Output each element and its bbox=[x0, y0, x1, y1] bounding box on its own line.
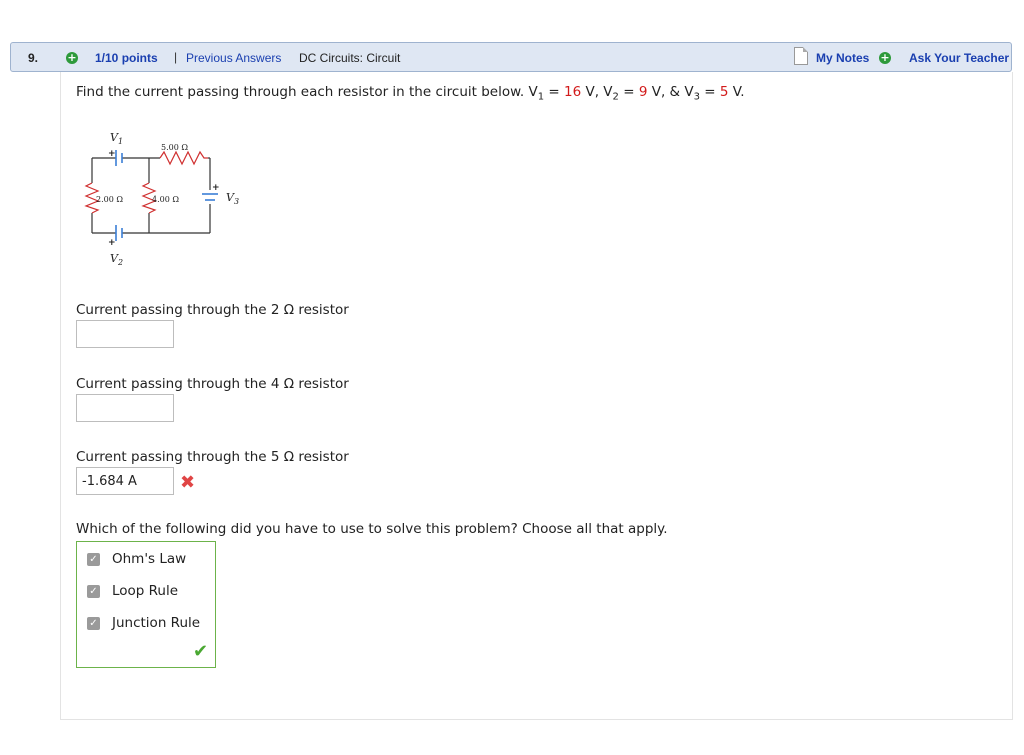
svg-text:V1: $V_1$ bbox=[110, 131, 124, 146]
battery-v1 bbox=[116, 150, 122, 166]
resistor-5-label: 5.00 Ω bbox=[161, 143, 188, 152]
question-text: Find the current passing through each resistor in the circuit below. $V_1 = 16$ V, $V_2 = 9$ V, & $V_3 = 5$ V. bbox=[76, 84, 745, 103]
checkbox-question-prompt: Which of the following did you have to use to solve this problem? Choose all that apply. bbox=[76, 521, 668, 537]
incorrect-x-icon: ✖ bbox=[180, 472, 196, 493]
loop-rule-checkbox[interactable]: ✓ bbox=[87, 585, 100, 598]
circuit-diagram bbox=[82, 128, 262, 273]
header-separator: | bbox=[174, 50, 178, 64]
battery-v2 bbox=[116, 225, 122, 241]
points-link[interactable]: 1/10 points bbox=[95, 51, 158, 65]
v2-value: 9 bbox=[638, 84, 648, 100]
current-4-ohm-input[interactable] bbox=[76, 394, 174, 422]
v1-value: 16 bbox=[564, 84, 582, 100]
current-2-ohm-input[interactable] bbox=[76, 320, 174, 348]
svg-text:V2: $V_2$ bbox=[110, 252, 124, 267]
ask-your-teacher-link[interactable]: Ask Your Teacher bbox=[909, 51, 1010, 65]
choices-group bbox=[76, 541, 216, 668]
svg-text:+: + bbox=[108, 149, 116, 159]
svg-text:V3: $V_3$ bbox=[226, 191, 240, 206]
expand-points-icon[interactable]: + bbox=[67, 51, 77, 64]
correct-check-icon: ✔ bbox=[193, 641, 209, 662]
part2-label: Current passing through the 4 Ω resistor bbox=[76, 376, 349, 392]
question-title: DC Circuits: Circuit bbox=[299, 51, 401, 65]
part3-label: Current passing through the 5 Ω resistor bbox=[76, 449, 349, 465]
svg-text:+: + bbox=[108, 238, 116, 248]
junction-rule-label[interactable]: Junction Rule bbox=[112, 615, 201, 631]
my-notes-link[interactable]: My Notes bbox=[816, 51, 870, 65]
current-5-ohm-input[interactable] bbox=[76, 467, 174, 495]
resistor-5-ohm bbox=[160, 152, 208, 164]
previous-answers-link[interactable]: Previous Answers bbox=[186, 51, 282, 65]
junction-rule-checkbox[interactable]: ✓ bbox=[87, 617, 100, 630]
question-header bbox=[10, 42, 1012, 72]
ask-teacher-plus-icon[interactable]: + bbox=[880, 51, 890, 64]
resistor-4-label: 4.00 Ω bbox=[152, 195, 179, 204]
battery-v3 bbox=[202, 194, 218, 200]
question-number: 9. bbox=[28, 51, 39, 65]
ohms-law-label[interactable]: Ohm's Law bbox=[112, 551, 187, 567]
resistor-2-label: 2.00 Ω bbox=[96, 195, 123, 204]
ohms-law-checkbox[interactable]: ✓ bbox=[87, 553, 100, 566]
v3-value: 5 bbox=[719, 84, 729, 100]
svg-text:+: + bbox=[212, 183, 220, 193]
part1-label: Current passing through the 2 Ω resistor bbox=[76, 302, 349, 318]
loop-rule-label[interactable]: Loop Rule bbox=[112, 583, 179, 599]
notes-icon[interactable] bbox=[794, 47, 808, 65]
